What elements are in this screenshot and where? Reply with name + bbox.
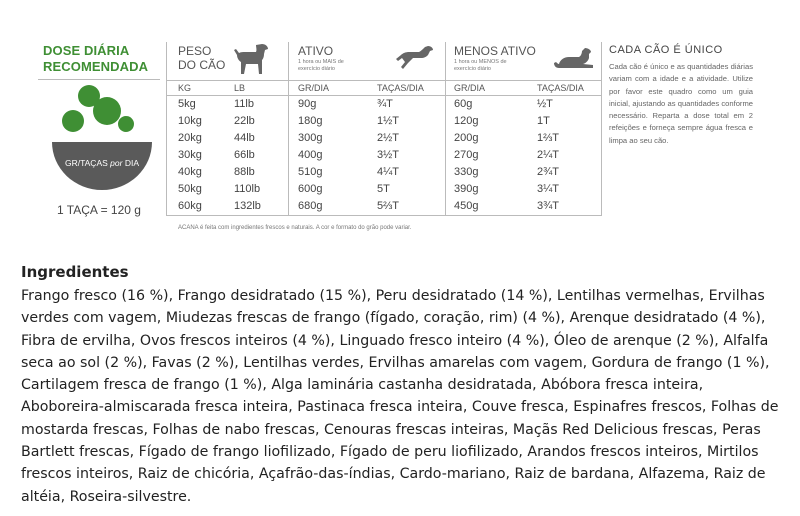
active-subtitle-line-2: exercício diário xyxy=(298,66,335,72)
bowl-label-prefix: GR/TAÇAS xyxy=(64,158,108,168)
table-bottom-line xyxy=(166,215,602,216)
dose-title xyxy=(43,43,148,75)
lying-dog-icon xyxy=(553,46,595,70)
table-cell: 60kg xyxy=(178,200,202,212)
table-cell: 450g xyxy=(454,200,479,212)
bowl-label xyxy=(52,158,152,168)
table-divider xyxy=(445,42,446,215)
table-cell: 270g xyxy=(454,149,479,161)
table-cell: 330g xyxy=(454,166,479,178)
table-border-right xyxy=(601,42,602,215)
less-active-header: MENOS ATIVO xyxy=(454,44,536,58)
less-active-subtitle-line-2: exercício diário xyxy=(454,66,491,72)
ingredients-section xyxy=(21,262,786,508)
table-cell: 11lb xyxy=(234,98,254,110)
running-dog-icon xyxy=(395,44,435,72)
table-cell: 400g xyxy=(298,149,323,161)
table-cell: 5kg xyxy=(178,98,196,110)
column-header-lb: LB xyxy=(234,83,246,93)
table-cell: 3½T xyxy=(377,149,400,161)
unique-dog-title: CADA CÃO É ÚNICO xyxy=(609,44,723,56)
table-cell: 1½T xyxy=(377,115,400,127)
standing-dog-icon xyxy=(232,42,272,76)
table-cell: 3¼T xyxy=(537,183,560,195)
table-cell: 120g xyxy=(454,115,479,127)
table-cell: 680g xyxy=(298,200,323,212)
table-cell: 20kg xyxy=(178,132,202,144)
cup-equivalence: 1 TAÇA = 120 g xyxy=(57,203,141,217)
dose-divider xyxy=(38,79,160,80)
weight-header-line-2: DO CÃO xyxy=(178,58,226,72)
table-cell: 50kg xyxy=(178,183,202,195)
table-cell: 5T xyxy=(377,183,390,195)
column-header-active-grams: GR/DIA xyxy=(298,83,330,93)
active-subtitle-line-1: 1 hora ou MAIS de xyxy=(298,59,344,65)
table-cell: 1T xyxy=(537,115,550,127)
active-header: ATIVO xyxy=(298,44,334,58)
table-cell: ½T xyxy=(537,98,553,110)
table-footnote: ACANA é feita com ingredientes frescos e naturais. A cor e formato do grão pode variar. xyxy=(178,225,412,231)
ingredients-title: Ingredientes xyxy=(21,263,129,281)
column-header-less-active-grams: GR/DIA xyxy=(454,83,486,93)
table-cell: 60g xyxy=(454,98,473,110)
table-divider xyxy=(288,42,289,215)
kibble-dot xyxy=(62,110,84,132)
table-cell: 66lb xyxy=(234,149,255,161)
dose-title-line-1: DOSE DIÁRIA xyxy=(43,43,130,58)
table-cell: 4¼T xyxy=(377,166,400,178)
table-cell: 200g xyxy=(454,132,479,144)
table-cell: 132lb xyxy=(234,200,261,212)
table-cell: ¾T xyxy=(377,98,393,110)
table-cell: 30kg xyxy=(178,149,202,161)
table-cell: 22lb xyxy=(234,115,255,127)
weight-header xyxy=(178,44,225,72)
table-cell: 3¾T xyxy=(537,200,560,212)
weight-header-line-1: PESO xyxy=(178,44,212,58)
table-header-line xyxy=(166,80,602,81)
table-cell: 90g xyxy=(298,98,317,110)
kibble-dot xyxy=(93,97,121,125)
table-cell: 2¾T xyxy=(537,166,560,178)
table-cell: 1⅔T xyxy=(537,132,560,144)
bowl-label-suffix: DIA xyxy=(124,158,140,168)
table-cell: 2¼T xyxy=(537,149,560,161)
column-header-active-cups: TAÇAS/DIA xyxy=(377,83,424,93)
unique-dog-description: Cada cão é único e as quantidades diárias variam com a idade e a atividade. Utilize por favor este quadro como um guia inicial, ajustando as quantidades conforme necessário. Reparta a dose total em 2 refeições e forneça sempre água fresca e limpa ao seu cão. xyxy=(609,62,753,145)
table-cell: 390g xyxy=(454,183,479,195)
less-active-subtitle xyxy=(454,59,507,73)
column-header-kg: KG xyxy=(178,83,192,93)
table-cell: 88lb xyxy=(234,166,255,178)
table-cell: 40kg xyxy=(178,166,202,178)
table-border-left xyxy=(166,42,167,215)
less-active-subtitle-line-1: 1 hora ou MENOS de xyxy=(454,59,507,65)
bowl-label-per: por xyxy=(110,158,123,168)
table-cell: 2½T xyxy=(377,132,400,144)
table-cell: 180g xyxy=(298,115,323,127)
table-cell: 300g xyxy=(298,132,323,144)
dose-title-line-2: RECOMENDADA xyxy=(43,59,149,74)
kibble-dot xyxy=(118,116,134,132)
table-cell: 44lb xyxy=(234,132,255,144)
table-cell: 5⅔T xyxy=(377,200,400,212)
table-cell: 600g xyxy=(298,183,323,195)
table-cell: 10kg xyxy=(178,115,202,127)
table-cell: 510g xyxy=(298,166,323,178)
active-subtitle xyxy=(298,59,344,73)
table-cell: 110lb xyxy=(234,183,261,195)
ingredients-text: Frango fresco (16 %), Frango desidratado (15 %), Peru desidratado (14 %), Lentilhas vermelhas, Ervilhas verdes com vagem, Miudezas frescas de frango (fígado, coração, rim) (4 %), Arenque desidratado (4 %), Fibra de ervilha, Ovos frescos inteiros (4 %), Linguado fresco inteiro (4 %), Óleo de arenque (2 %), Alfalfa seca ao sol (2 %), Favas (2 %), Lentilhas verdes, Ervilhas amarelas com vagem, Gordura de frango (1 %), Cartilagem fresca de frango (1 %), Alga laminária castanha desidratada, Abóbora fresca inteira, Aboboreira-almiscarada fresca inteira, Pastinaca fresca inteira, Couve fresca, Espinafres frescos, Folhas de mostarda frescas, Folhas de nabo frescas, Cenouras frescas inteiras, Maçãs Red Delicious frescas, Peras Bartlett frescas, Fígado de frango liofilizado, Fígado de peru liofilizado, Arandos frescos inteiros, Mirtilos frescos inteiros, Raiz de chicória, Açafrão-das-índias, Cardo-mariano, Raiz de bardana, Alfazema, Raiz de altéia, Roseira-silvestre. xyxy=(21,288,779,505)
column-header-less-active-cups: TAÇAS/DIA xyxy=(537,83,584,93)
